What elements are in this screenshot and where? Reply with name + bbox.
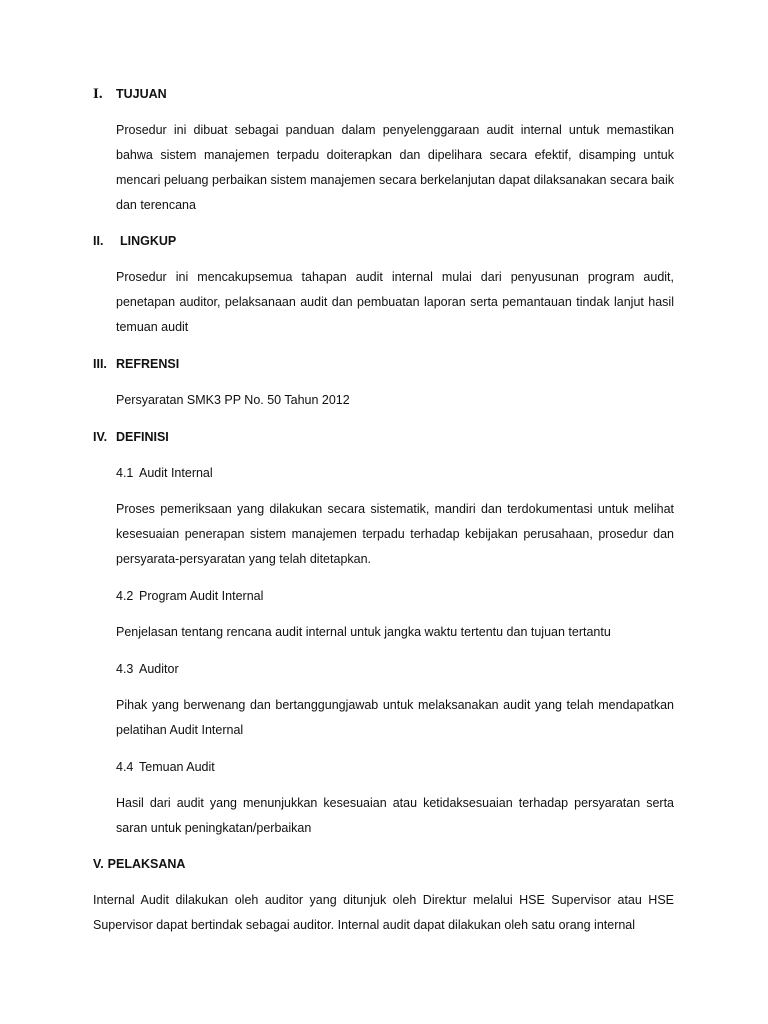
section-title: PELAKSANA: [107, 857, 186, 871]
definition-heading: [116, 466, 213, 480]
definition-body: Penjelasan tentang rencana audit internal untuk jangka waktu tertentu dan tujuan tertantu: [116, 625, 611, 639]
section-body-tujuan: Prosedur ini dibuat sebagai panduan dalam penyelenggaraan audit internal untuk memastikan bahwa sistem manajemen terpadu doiterapkan dan dipelihara secara efektif, disamping untuk mencari peluang perbaikan sistem manajemen secara berkelanjutan dapat dilaksanakan secara baik dan terencana: [116, 123, 674, 212]
definition-heading: [116, 760, 215, 774]
definition-number: 4.4: [116, 760, 134, 774]
section-title: REFRENSI: [116, 357, 180, 371]
definition-heading: [116, 589, 263, 603]
section-heading-refrensi: [93, 357, 179, 371]
section-heading-definisi: [93, 430, 169, 444]
section-number: II.: [93, 234, 104, 248]
definition-title: Audit Internal: [139, 466, 213, 480]
definition-title: Temuan Audit: [139, 760, 215, 774]
section-title: TUJUAN: [116, 87, 167, 101]
section-title: DEFINISI: [116, 430, 169, 444]
section-number: IV.: [93, 430, 108, 444]
section-body-pelaksana: Internal Audit dilakukan oleh auditor yang ditunjuk oleh Direktur melalui HSE Supervisor atau HSE Supervisor dapat bertindak sebagai auditor. Internal audit dapat dilakukan oleh satu orang internal: [93, 893, 674, 932]
definition-number: 4.2: [116, 589, 134, 603]
section-number: V.: [93, 857, 104, 871]
section-heading-tujuan: [93, 86, 167, 103]
definition-body: Proses pemeriksaan yang dilakukan secara sistematik, mandiri dan terdokumentasi untuk melihat kesesuaian penerapan sistem manajemen terpadu terhadap kebijakan perusahaan, prosedur dan persyarata-persyaratan yang telah ditetapkan.: [116, 502, 674, 566]
section-number: I.: [93, 86, 103, 102]
section-body-refrensi: Persyaratan SMK3 PP No. 50 Tahun 2012: [116, 393, 350, 407]
section-heading-lingkup: [93, 234, 176, 248]
definition-number: 4.1: [116, 466, 134, 480]
definition-body: Pihak yang berwenang dan bertanggungjawab untuk melaksanakan audit yang telah mendapatkan pelatihan Audit Internal: [116, 698, 674, 737]
section-heading-pelaksana: [93, 857, 185, 871]
definition-body: Hasil dari audit yang menunjukkan kesesuaian atau ketidaksesuaian terhadap persyaratan serta saran untuk peningkatan/perbaikan: [116, 796, 674, 835]
definition-number: 4.3: [116, 662, 134, 676]
section-number: III.: [93, 357, 107, 371]
definition-heading: [116, 662, 179, 676]
definition-title: Program Audit Internal: [139, 589, 264, 603]
definition-title: Auditor: [139, 662, 179, 676]
section-title: LINGKUP: [120, 234, 177, 248]
section-body-lingkup: Prosedur ini mencakupsemua tahapan audit internal mulai dari penyusunan program audit, penetapan auditor, pelaksanaan audit dan pembuatan laporan serta pemantauan tindak lanjut hasil temuan audit: [116, 270, 674, 334]
